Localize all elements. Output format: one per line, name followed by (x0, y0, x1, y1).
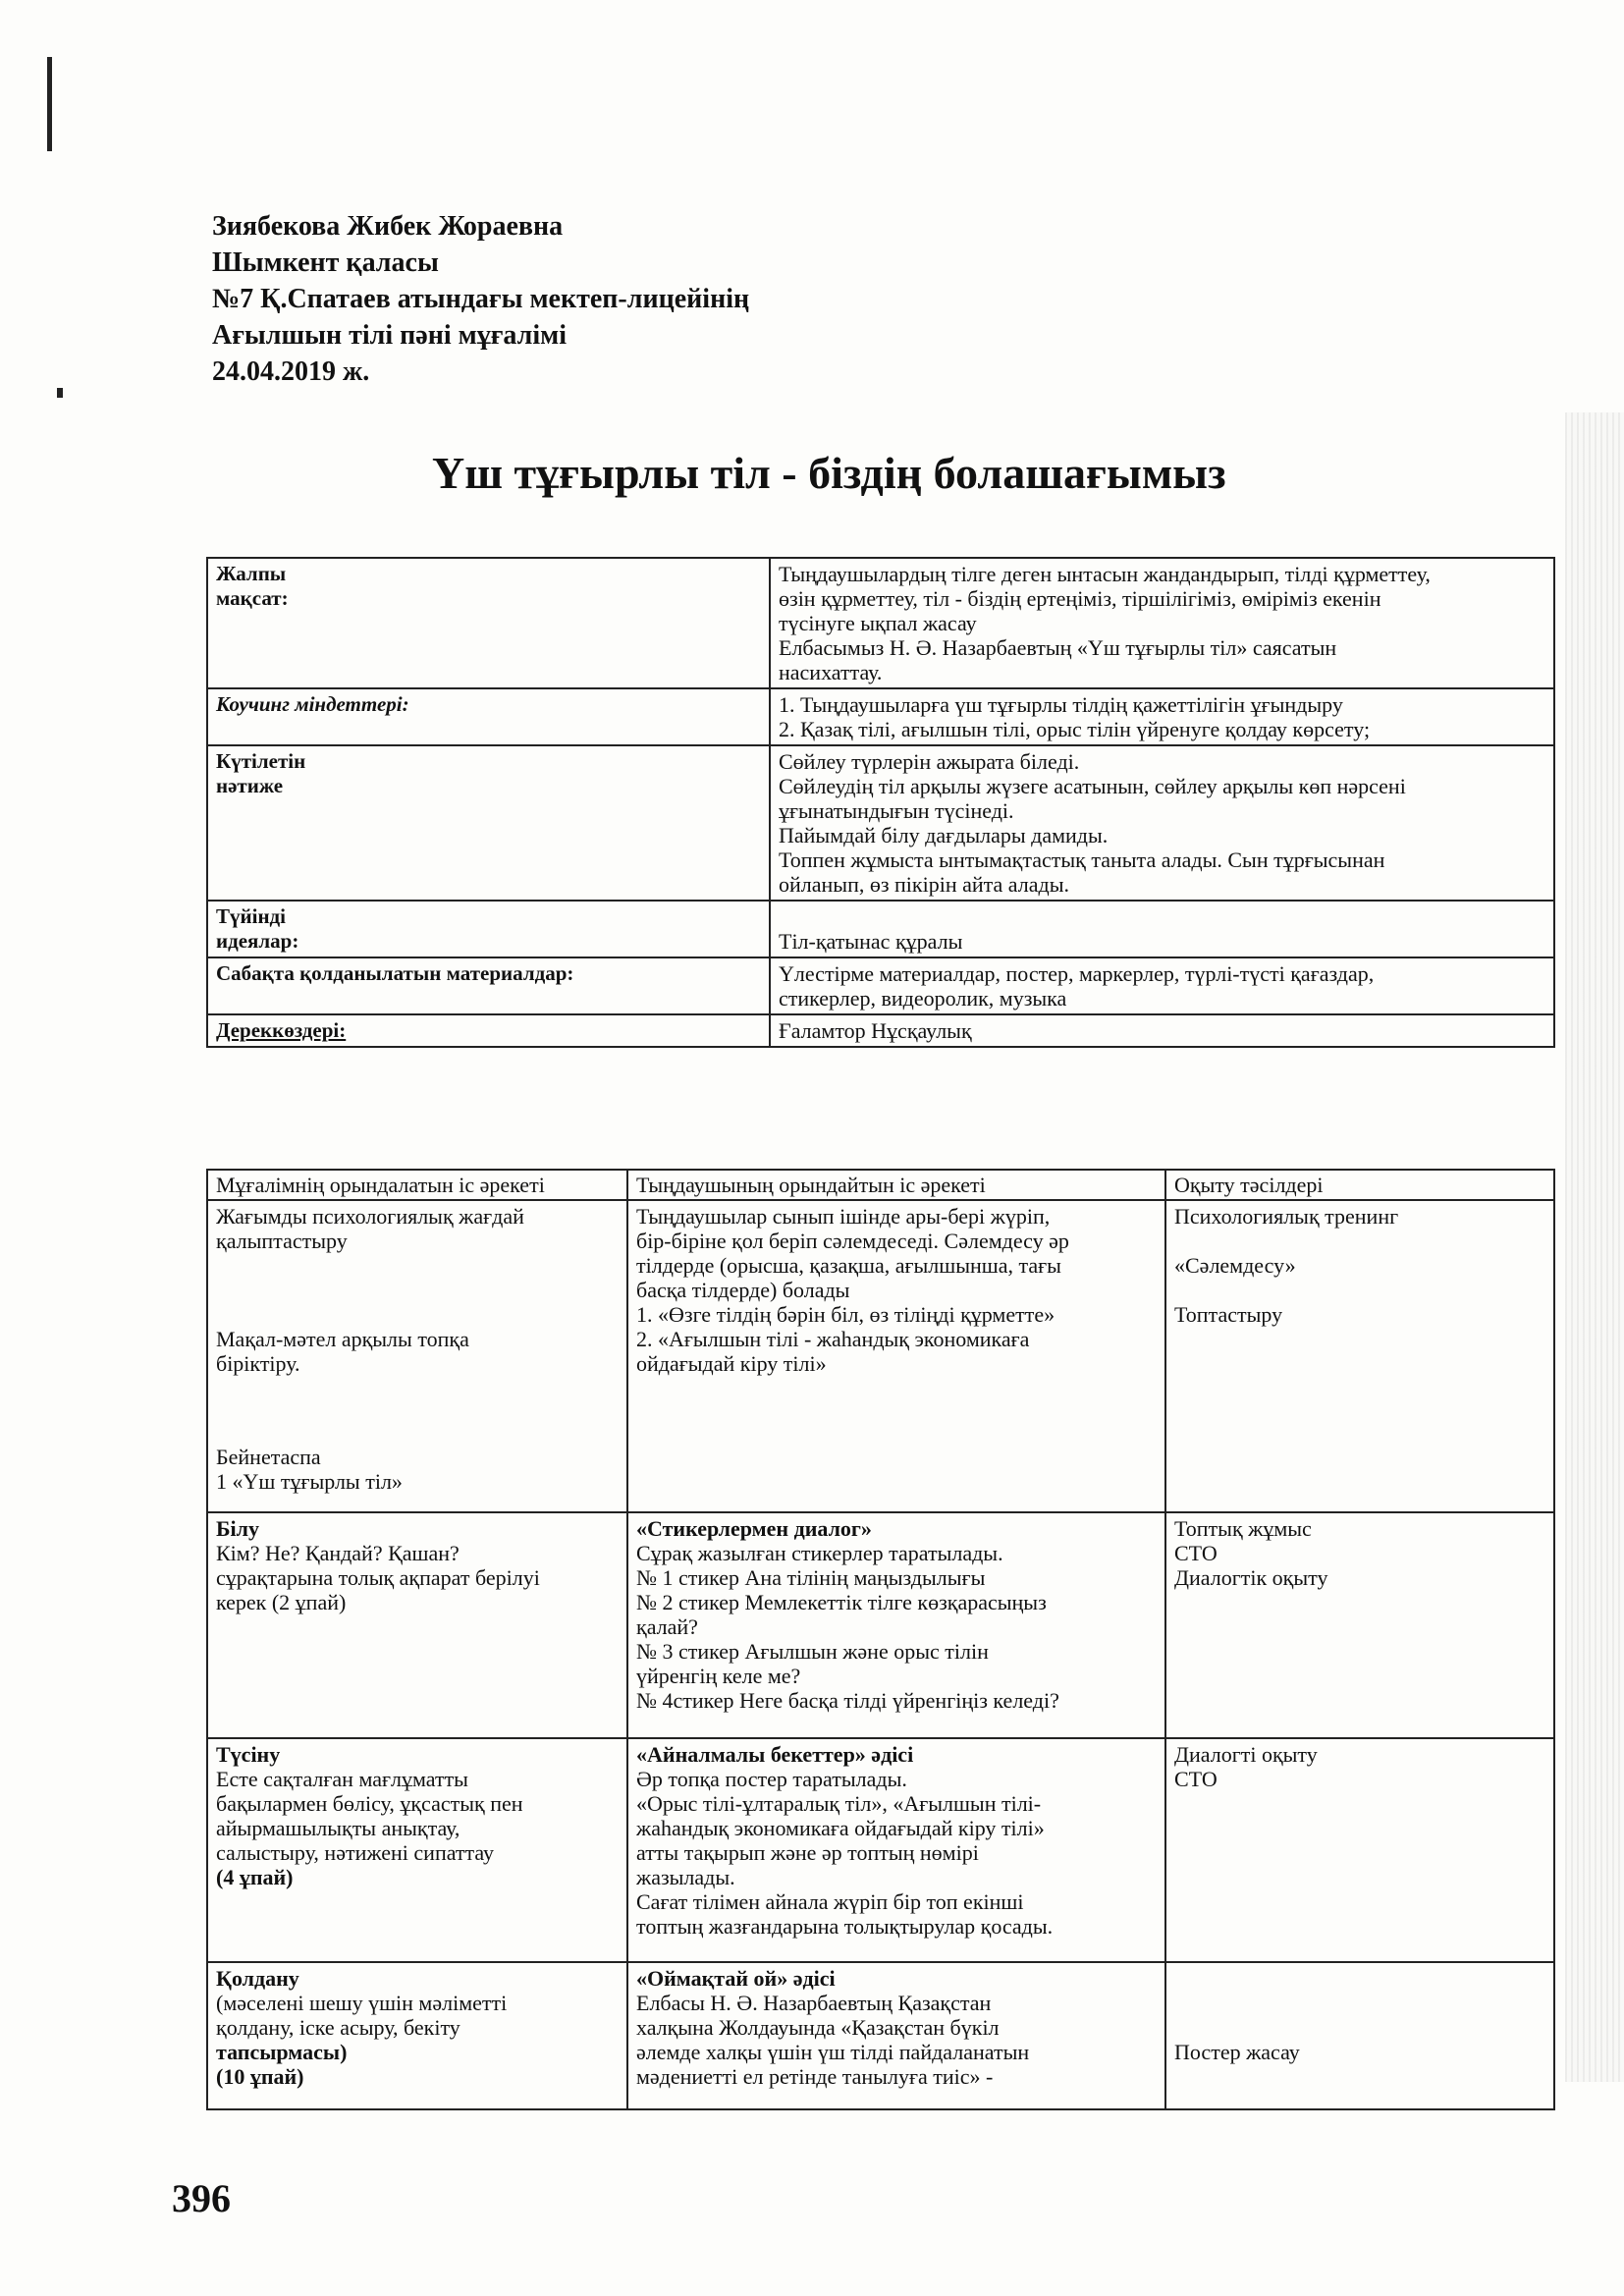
scan-artifact-bar (47, 57, 52, 151)
activity-header-row (207, 1170, 1554, 1200)
teacher-cell: Қолдану (мәселені шешу үшін мәліметті қолдану, іске асыру, бекіту тапсырмасы) (10 ұпай) (207, 1962, 627, 2109)
activity-row (207, 1200, 1554, 1512)
info-key: Түйінді идеялар: (207, 901, 770, 957)
info-key: Жалпы мақсат: (207, 558, 770, 688)
teacher-cell: Түсіну Есте сақталған мағлұматты бақылармен бөлісу, ұқсастық пен айырмашылықты анықтау, салыстыру, нәтижені сипаттау (4 ұпай) (207, 1738, 627, 1962)
activity-row (207, 1512, 1554, 1738)
info-row (207, 957, 1554, 1014)
author-header (212, 208, 749, 390)
student-cell: «Оймақтай ой» әдісі Елбасы Н. Ә. Назарбаевтың Қазақстан халқына Жолдауында «Қазақстан бүкіл әлемде халқы үшін үш тілді пайдаланатын мәдениетті ел ретінде танылуға тиіс» - (627, 1962, 1165, 2109)
info-value: 1. Тыңдаушыларға үш тұғырлы тілдің қажеттілігін ұғындыру 2. Қазақ тілі, ағылшын тілі, орыс тілін үйренуге қолдау көрсету; (770, 688, 1554, 745)
info-row (207, 688, 1554, 745)
info-row (207, 745, 1554, 901)
info-value: Сөйлеу түрлерін ажырата біледі. Сөйлеудің тіл арқылы жүзеге асатынын, сөйлеу арқылы көп нәрсені ұғынатындығын түсінеді. Пайымдай білу дағдылары дамиды. Топпен жұмыста ынтымақтастық таныта алады. Сын тұрғысынан ойланып, өз пікірін айта алады. (770, 745, 1554, 901)
info-key: Коучинг міндеттері: (207, 688, 770, 745)
header-method: Оқыту тәсілдері (1165, 1170, 1554, 1200)
info-value: Тыңдаушылардың тілге деген ынтасын жандандырып, тілді құрметтеу, өзін құрметтеу, тіл - біздің ертеңіміз, тіршілігіміз, өміріміз екенін түсінуге ықпал жасау Елбасымыз Н. Ә. Назарбаевтың «Үш тұғырлы тіл» саясатын насихаттау. (770, 558, 1554, 688)
author-name: Зиябекова Жибек Жораевна (212, 211, 564, 242)
scan-artifact-edge (1565, 412, 1624, 2082)
activity-row (207, 1738, 1554, 1962)
info-key: Дереккөздері: (207, 1014, 770, 1047)
teacher-cell: Білу Кім? Не? Қандай? Қашан? сұрақтарына толық ақпарат берілуі керек (2 ұпай) (207, 1512, 627, 1738)
author-school: №7 Қ.Спатаев атындағы мектеп-лицейінің (212, 284, 750, 314)
student-cell: «Айналмалы бекеттер» әдісі Әр топқа постер таратылады. «Орыс тілі-ұлтаралық тіл», «Ағылшын тілі- жаһандық экономикаға ойдағыдай кіру тілі» атты тақырып және әр топтың нөмірі жазылады. Сағат тілімен айнала жүріп бір топ екінші топтың жазғандарына толықтырулар қосады. (627, 1738, 1165, 1962)
teacher-cell: Жағымды психологиялық жағдай қалыптастыру Мақал-мәтел арқылы топқа біріктіру. Бейнетаспа 1 «Үш тұғырлы тіл» (207, 1200, 627, 1512)
info-row (207, 558, 1554, 688)
header-student: Тыңдаушының орындайтын іс әрекеті (627, 1170, 1165, 1200)
info-row (207, 1014, 1554, 1047)
info-value: Ғаламтор Нұсқаулық (770, 1014, 1554, 1047)
info-key: Күтілетін нәтиже (207, 745, 770, 901)
method-cell: Постер жасау (1165, 1962, 1554, 2109)
author-position: Ағылшын тілі пәні мұғалімі (212, 320, 568, 351)
document-date: 24.04.2019 ж. (212, 356, 370, 387)
method-cell: Диалогті оқыту СТО (1165, 1738, 1554, 1962)
info-value: Үлестірме материалдар, постер, маркерлер, түрлі-түсті қағаздар, стикерлер, видеоролик, музыка (770, 957, 1554, 1014)
activity-row (207, 1962, 1554, 2109)
student-cell: Тыңдаушылар сынып ішінде ары-бері жүріп, бір-біріне қол беріп сәлемдеседі. Сәлемдесу әр тілдерде (орысша, қазақша, ағылшынша, тағы басқа тілдерде) болады 1. «Өзге тілдің бәрін біл, өз тіліңді құрметте» 2. «Ағылшын тілі - жаһандық экономикаға ойдағыдай кіру тілі» (627, 1200, 1165, 1512)
author-city: Шымкент қаласы (212, 247, 439, 278)
lesson-title: Үш тұғырлы тіл - біздің болашағымыз (432, 448, 1226, 498)
method-cell: Топтық жұмыс СТО Диалогтік оқыту (1165, 1512, 1554, 1738)
activity-table (206, 1169, 1555, 2110)
info-key: Сабақта қолданылатын материалдар: (207, 957, 770, 1014)
method-cell: Психологиялық тренинг «Сәлемдесу» Топтастыру (1165, 1200, 1554, 1512)
lesson-info-table (206, 557, 1555, 1048)
scan-artifact-dot (57, 388, 63, 398)
header-teacher: Мұғалімнің орындалатын іс әрекеті (207, 1170, 627, 1200)
info-row (207, 901, 1554, 957)
student-cell: «Стикерлермен диалог» Сұрақ жазылған стикерлер таратылады. № 1 стикер Ана тілінің маңыздылығы № 2 стикер Мемлекеттік тілге көзқарасыңыз қалай? № 3 стикер Ағылшын және орыс тілін үйренгің келе ме? № 4стикер Неге басқа тілді үйренгіңіз келеді? (627, 1512, 1165, 1738)
info-value: Тіл-қатынас құралы (770, 901, 1554, 957)
page-number: 396 (172, 2176, 231, 2220)
